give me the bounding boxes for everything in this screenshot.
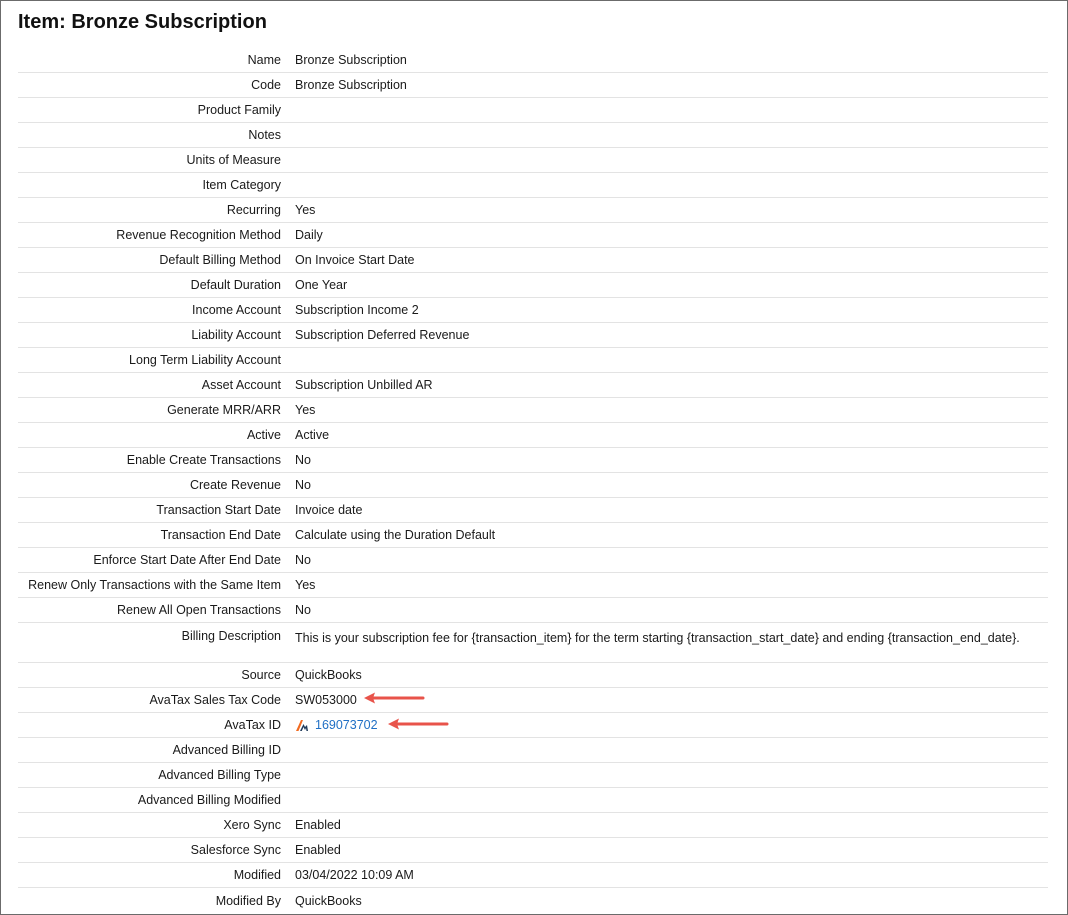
field-label: Income Account: [192, 303, 281, 317]
field-label: Long Term Liability Account: [129, 353, 281, 367]
field-value: This is your subscription fee for {transaction_item} for the term starting {transaction_start_date} and ending {transaction_end_date}.: [295, 631, 1020, 645]
field-label: Enforce Start Date After End Date: [93, 553, 281, 567]
field-label: Notes: [248, 128, 281, 142]
avatax-id-link[interactable]: 169073702: [315, 718, 378, 732]
field-value: No: [295, 453, 311, 467]
field-label: Salesforce Sync: [190, 843, 281, 857]
field-row-name: [18, 48, 1048, 73]
field-value: No: [295, 553, 311, 567]
field-label: Name: [247, 53, 281, 67]
field-label: Enable Create Transactions: [126, 453, 281, 467]
field-row-units-of-measure: [18, 148, 1048, 173]
field-label: Revenue Recognition Method: [116, 228, 281, 242]
field-label: Recurring: [226, 203, 281, 217]
field-row-renew-only-same-item: [18, 573, 1048, 598]
field-label: Renew Only Transactions with the Same Item: [28, 578, 281, 592]
field-label: Billing Description: [181, 629, 281, 643]
field-value: Subscription Unbilled AR: [295, 378, 433, 392]
field-label: Renew All Open Transactions: [117, 603, 281, 617]
field-value: On Invoice Start Date: [295, 253, 415, 267]
field-label: Default Billing Method: [159, 253, 281, 267]
field-row-modified: [18, 863, 1048, 888]
field-row-xero-sync: [18, 813, 1048, 838]
field-list: [18, 48, 1048, 913]
field-value: Enabled: [295, 818, 341, 832]
avalara-logo-icon: [295, 718, 309, 732]
field-value: QuickBooks: [295, 893, 362, 908]
field-row-source: [18, 663, 1048, 688]
field-label: AvaTax Sales Tax Code: [149, 693, 281, 707]
field-row-billing-description: [18, 623, 1048, 663]
field-value: 03/04/2022 10:09 AM: [295, 868, 414, 882]
field-row-enforce-start-date: [18, 548, 1048, 573]
field-row-transaction-end-date: [18, 523, 1048, 548]
field-value: Calculate using the Duration Default: [295, 528, 496, 542]
field-label: Default Duration: [190, 278, 281, 292]
field-value: SW053000: [295, 693, 357, 707]
field-row-item-category: [18, 173, 1048, 198]
field-row-modified-by: [18, 888, 1048, 913]
field-label: Advanced Billing Type: [158, 768, 281, 782]
field-label: Units of Measure: [186, 153, 281, 167]
field-value: No: [295, 478, 311, 492]
field-row-asset-account: [18, 373, 1048, 398]
field-label: Active: [246, 428, 281, 442]
field-row-revenue-recognition-method: [18, 223, 1048, 248]
field-value: Bronze Subscription: [295, 53, 407, 67]
field-label: Modified: [233, 868, 281, 882]
field-row-create-revenue: [18, 473, 1048, 498]
field-value: Subscription Income 2: [295, 303, 419, 317]
red-arrow-icon: [387, 717, 449, 731]
field-row-income-account: [18, 298, 1048, 323]
field-row-avatax-id: [18, 713, 1048, 738]
field-row-advanced-billing-modified: [18, 788, 1048, 813]
field-label: Asset Account: [201, 378, 281, 392]
field-row-notes: [18, 123, 1048, 148]
field-value: Yes: [295, 203, 316, 217]
field-label: Code: [251, 78, 281, 92]
field-row-active: [18, 423, 1048, 448]
field-row-enable-create-transactions: [18, 448, 1048, 473]
field-row-avatax-sales-tax-code: [18, 688, 1048, 713]
field-label: Generate MRR/ARR: [167, 403, 281, 417]
field-row-long-term-liability-account: [18, 348, 1048, 373]
field-row-generate-mrr-arr: [18, 398, 1048, 423]
field-label: Create Revenue: [189, 478, 281, 492]
field-value: QuickBooks: [295, 668, 362, 682]
field-row-liability-account: [18, 323, 1048, 348]
field-value: Invoice date: [295, 503, 363, 517]
field-label: Modified By: [215, 893, 281, 908]
field-value: No: [295, 603, 311, 617]
field-row-default-duration: [18, 273, 1048, 298]
field-value: Enabled: [295, 843, 341, 857]
field-label: Source: [241, 668, 281, 682]
field-value: Yes: [295, 403, 316, 417]
field-row-advanced-billing-id: [18, 738, 1048, 763]
field-value: Daily: [295, 228, 323, 242]
field-value: Yes: [295, 578, 316, 592]
field-label: Transaction End Date: [160, 528, 281, 542]
field-row-advanced-billing-type: [18, 763, 1048, 788]
field-label: AvaTax ID: [224, 718, 281, 732]
field-label: Liability Account: [191, 328, 281, 342]
field-row-renew-all-open: [18, 598, 1048, 623]
page-title: Item: Bronze Subscription: [18, 11, 267, 33]
field-value: Bronze Subscription: [295, 78, 407, 92]
field-label: Transaction Start Date: [156, 503, 281, 517]
field-label: Advanced Billing ID: [172, 743, 281, 757]
field-value: Subscription Deferred Revenue: [295, 328, 470, 342]
field-value: One Year: [295, 278, 348, 292]
field-row-salesforce-sync: [18, 838, 1048, 863]
field-row-recurring: [18, 198, 1048, 223]
field-label: Advanced Billing Modified: [137, 793, 281, 807]
field-row-transaction-start-date: [18, 498, 1048, 523]
field-row-product-family: [18, 98, 1048, 123]
field-row-code: [18, 73, 1048, 98]
field-label: Product Family: [197, 103, 281, 117]
field-label: Xero Sync: [223, 818, 281, 832]
field-label: Item Category: [202, 178, 281, 192]
field-value: Active: [295, 428, 330, 442]
red-arrow-icon: [363, 691, 425, 705]
field-row-default-billing-method: [18, 248, 1048, 273]
